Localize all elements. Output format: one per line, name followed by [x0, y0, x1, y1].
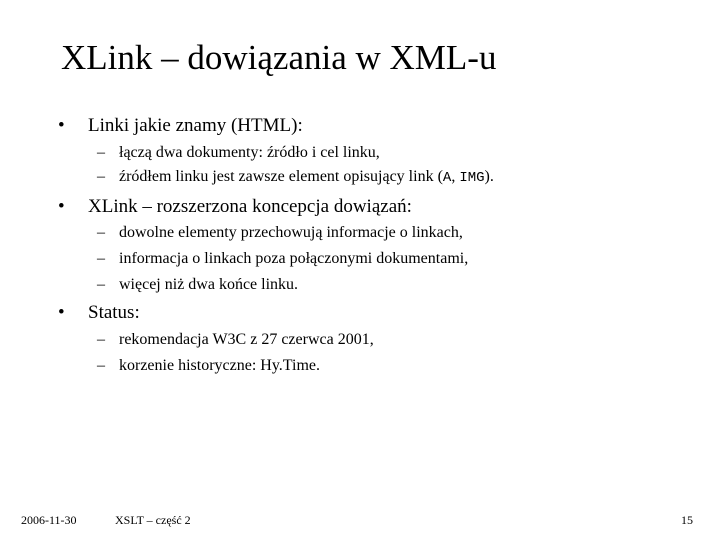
dash-marker: – [97, 144, 105, 161]
bullet-text: Status: [88, 302, 140, 323]
code-img: IMG [459, 170, 485, 186]
dash-marker: – [97, 250, 105, 267]
bullet-text: XLink – rozszerzona koncepcja dowiązań: [88, 196, 412, 217]
bullet-marker: • [58, 302, 65, 323]
text-before: źródłem linku jest zawsze element opisujący link ( [119, 168, 443, 185]
bullet-marker: • [58, 196, 65, 217]
slide-title: XLink – dowiązania w XML-u [61, 38, 497, 77]
page-number: 15 [681, 513, 693, 527]
sub-bullet-text: łączą dwa dokumenty: źródło i cel linku, [119, 144, 380, 161]
sub-bullet-text: rekomendacja W3C z 27 czerwca 2001, [119, 331, 374, 348]
sub-bullet-text [119, 167, 494, 188]
bullet-marker: • [58, 115, 65, 136]
text-after: ). [484, 168, 494, 185]
dash-marker: – [97, 357, 105, 374]
dash-marker: – [97, 224, 105, 241]
sub-bullet-text: korzenie historyczne: Hy.Time. [119, 357, 320, 374]
sub-bullet-text: więcej niż dwa końce linku. [119, 276, 299, 293]
bullet-text: Linki jakie znamy (HTML): [88, 115, 303, 136]
footer-title: XSLT – część 2 [115, 513, 191, 527]
dash-marker: – [97, 276, 105, 293]
footer-date: 2006-11-30 [21, 513, 77, 527]
separator: , [451, 168, 460, 185]
code-a: A [442, 170, 452, 186]
dash-marker: – [97, 168, 105, 185]
sub-bullet-text: informacja o linkach poza połączonymi dokumentami, [119, 250, 469, 267]
dash-marker: – [97, 331, 105, 348]
sub-bullet-text: dowolne elementy przechowują informacje o linkach, [119, 224, 463, 241]
